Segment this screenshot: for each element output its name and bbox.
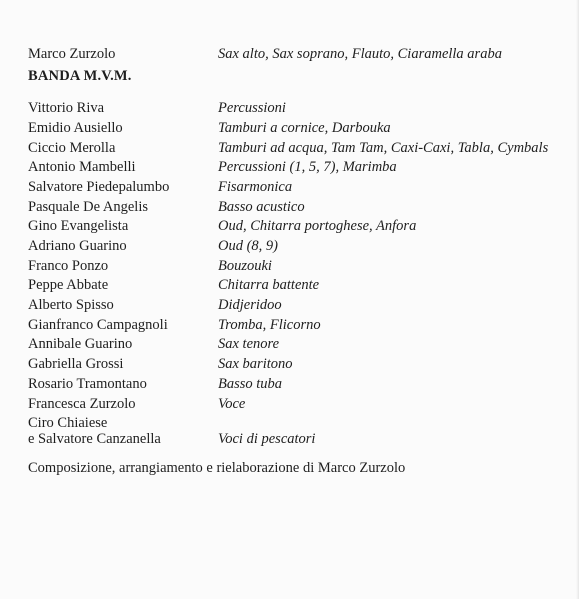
instrument-list: Bouzouki: [218, 258, 272, 274]
credit-row: [28, 374, 568, 394]
credit-row: [28, 256, 568, 276]
credit-row: [28, 98, 568, 118]
credit-row: [28, 295, 568, 315]
musician-name: Franco Ponzo: [28, 258, 109, 274]
instrument-list: Oud, Chitarra portoghese, Anfora: [218, 218, 417, 234]
instrument-list: Percussioni: [218, 100, 286, 116]
musician-name: Alberto Spisso: [28, 297, 114, 313]
musician-name: Francesca Zurzolo: [28, 396, 136, 412]
instrument-list: Didjeridoo: [218, 297, 282, 313]
musician-name: Gabriella Grossi: [28, 356, 124, 372]
credit-row-final-line2: [28, 429, 568, 449]
credit-row: [28, 275, 568, 295]
credit-row: [28, 394, 568, 414]
musician-name: Pasquale De Angelis: [28, 199, 149, 215]
instrument-list: Voci di pescatori: [218, 431, 316, 447]
band-heading: BANDA M.V.M.: [28, 68, 132, 84]
instrument-list: Tamburi a cornice, Darbouka: [218, 120, 391, 136]
instrument-list: Percussioni (1, 5, 7), Marimba: [218, 159, 397, 175]
credit-row: [28, 157, 568, 177]
musician-name: Vittorio Riva: [28, 100, 105, 116]
musician-name: Salvatore Piedepalumbo: [28, 179, 170, 195]
musician-name: Gino Evangelista: [28, 218, 129, 234]
musician-name: Annibale Guarino: [28, 336, 133, 352]
instrument-list: Basso acustico: [218, 199, 305, 215]
instrument-list: Sax alto, Sax soprano, Flauto, Ciaramella araba: [218, 46, 502, 62]
musician-name: Gianfranco Campagnoli: [28, 317, 168, 333]
credit-row: [28, 118, 568, 138]
arrangement-credit: Composizione, arrangiamento e rielaborazione di Marco Zurzolo: [28, 460, 406, 476]
instrument-list: Chitarra battente: [218, 277, 320, 293]
musician-name: Peppe Abbate: [28, 277, 109, 293]
musician-name: Rosario Tramontano: [28, 376, 147, 392]
credit-row: [28, 236, 568, 256]
instrument-list: Tromba, Flicorno: [218, 317, 321, 333]
instrument-list: Tamburi ad acqua, Tam Tam, Caxi-Caxi, Tabla, Cymbals: [218, 140, 549, 156]
musician-name: e Salvatore Canzanella: [28, 431, 161, 447]
credit-row: [28, 138, 568, 158]
credit-row: [28, 354, 568, 374]
instrument-list: Sax baritono: [218, 356, 293, 372]
instrument-list: Fisarmonica: [218, 179, 293, 195]
musician-name: Marco Zurzolo: [28, 46, 116, 62]
instrument-list: Sax tenore: [218, 336, 280, 352]
credit-row: [28, 177, 568, 197]
instrument-list: Oud (8, 9): [218, 238, 279, 254]
credit-row: [28, 216, 568, 236]
instrument-list: Voce: [218, 396, 246, 412]
credit-row-lead: [28, 44, 568, 64]
musician-name: Ciccio Merolla: [28, 140, 116, 156]
credit-row: [28, 334, 568, 354]
instrument-list: Basso tuba: [218, 376, 283, 392]
musician-name: Emidio Ausiello: [28, 120, 123, 136]
credit-row: [28, 197, 568, 217]
musician-name: Antonio Mambelli: [28, 159, 136, 175]
credit-row: [28, 315, 568, 335]
musician-name: Adriano Guarino: [28, 238, 127, 254]
musician-name: Ciro Chiaiese: [28, 415, 108, 431]
